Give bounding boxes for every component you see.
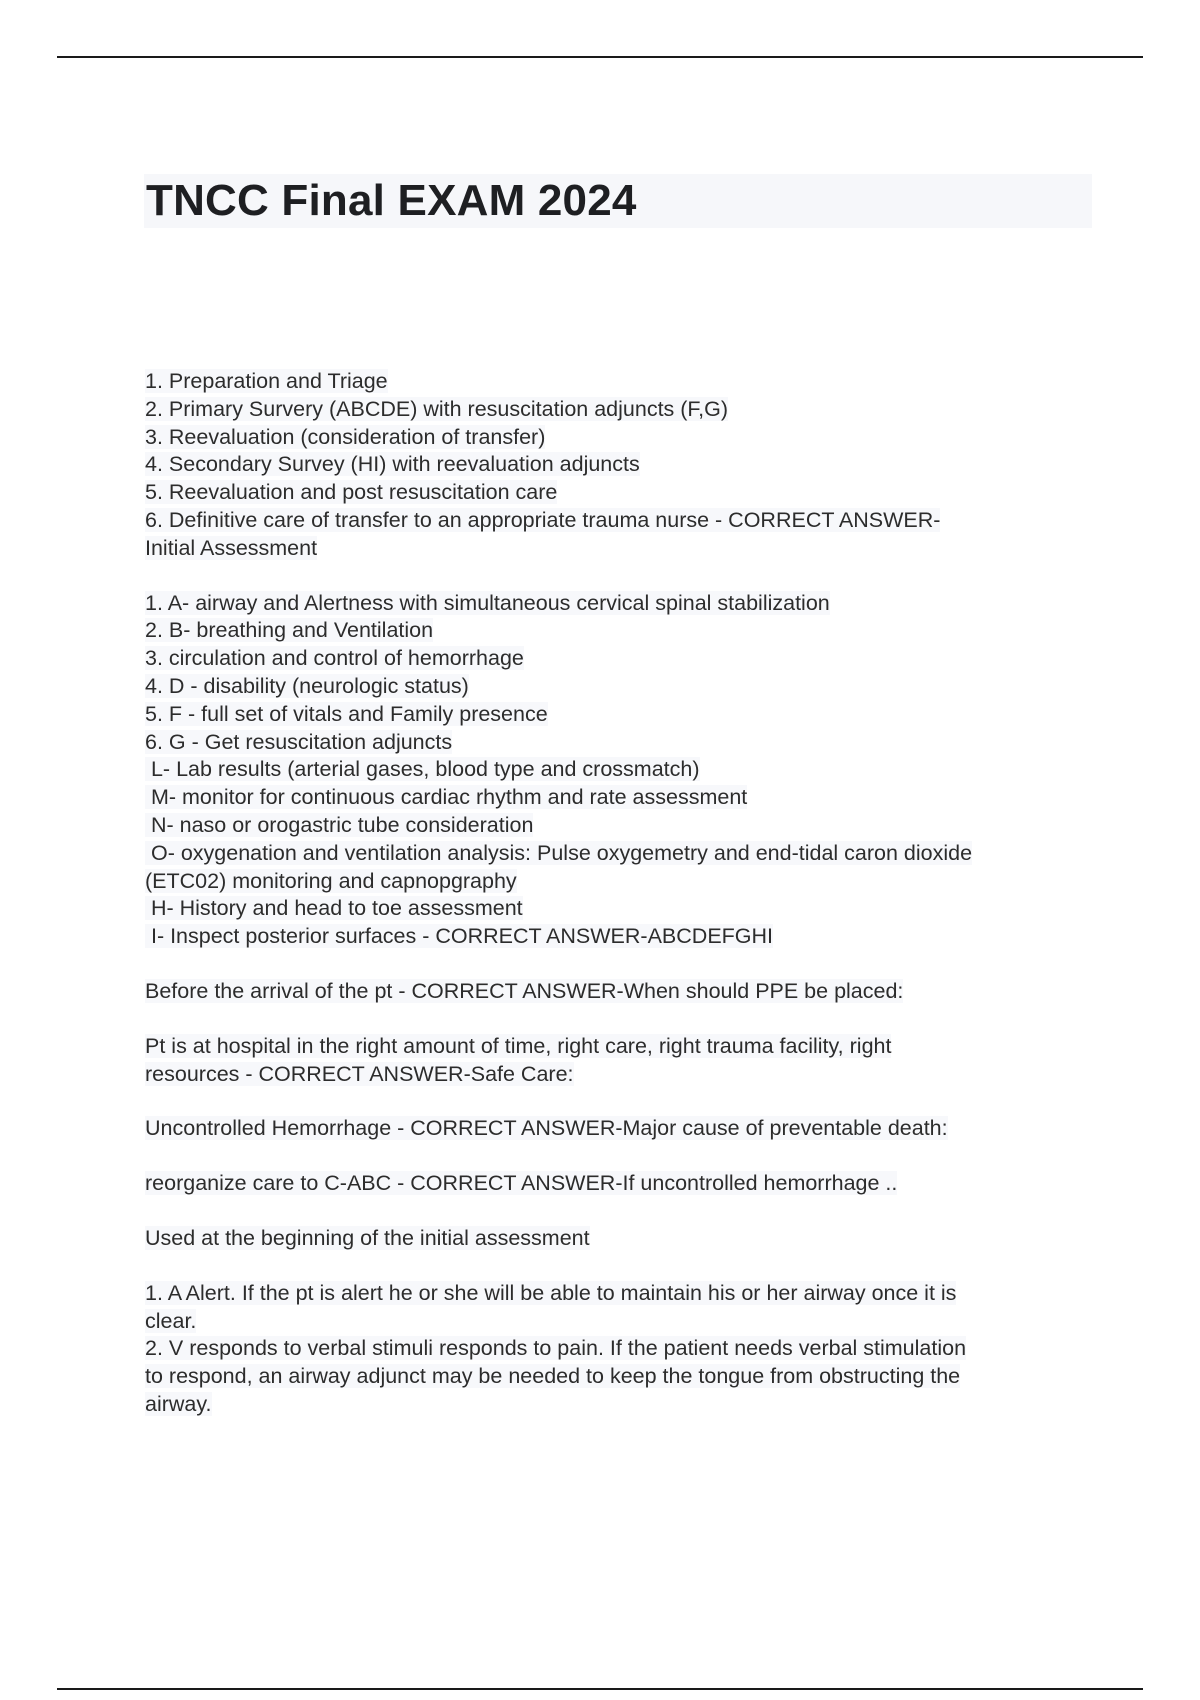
document-title: TNCC Final EXAM 2024 — [146, 176, 637, 225]
text-block-ppe — [145, 978, 1085, 1006]
text-line: 2. B- breathing and Ventilation — [145, 618, 434, 643]
bottom-rule — [57, 1688, 1143, 1690]
text-line: 3. circulation and control of hemorrhage — [145, 646, 524, 671]
text-line: (ETC02) monitoring and capnopgraphy — [145, 868, 517, 893]
text-line: 6. Definitive care of transfer to an appropriate trauma nurse - CORRECT ANSWER- — [145, 507, 941, 532]
top-rule — [57, 56, 1143, 58]
text-block-c-abc — [145, 1170, 1085, 1198]
text-block-initial-assessment — [145, 368, 1085, 563]
text-line: to respond, an airway adjunct may be needed to keep the tongue from obstructing the — [145, 1364, 961, 1389]
text-line: airway. — [145, 1391, 212, 1416]
text-line: H- History and head to toe assessment — [145, 896, 523, 921]
text-line: 1. A Alert. If the pt is alert he or she will be able to maintain his or her airway once it is — [145, 1280, 957, 1305]
text-line: Used at the beginning of the initial assessment — [145, 1225, 590, 1250]
text-block-safe-care — [145, 1033, 1085, 1089]
text-block-initial-use — [145, 1225, 1085, 1253]
text-line: O- oxygenation and ventilation analysis: Pulse oxygemetry and end-tidal caron dioxide — [145, 840, 973, 865]
text-line: 3. Reevaluation (consideration of transfer) — [145, 424, 546, 449]
text-line: Initial Assessment — [145, 535, 318, 560]
text-line: M- monitor for continuous cardiac rhythm and rate assessment — [145, 785, 748, 810]
text-line: I- Inspect posterior surfaces - CORRECT ANSWER-ABCDEFGHI — [145, 924, 774, 949]
text-line: Pt is at hospital in the right amount of time, right care, right trauma facility, right — [145, 1033, 892, 1058]
text-line: 1. Preparation and Triage — [145, 369, 388, 393]
text-line: 2. V responds to verbal stimuli responds to pain. If the patient needs verbal stimulation — [145, 1336, 967, 1361]
text-line: clear. — [145, 1308, 197, 1333]
text-block-abcdefghi — [145, 590, 1085, 951]
text-block-avpu — [145, 1280, 1085, 1419]
text-line: 4. D - disability (neurologic status) — [145, 673, 469, 698]
text-line: 5. F - full set of vitals and Family presence — [145, 701, 548, 726]
document-body — [145, 368, 1085, 1446]
text-line: Uncontrolled Hemorrhage - CORRECT ANSWER-Major cause of preventable death: — [145, 1116, 948, 1141]
text-line: reorganize care to C-ABC - CORRECT ANSWER-If uncontrolled hemorrhage .. — [145, 1171, 898, 1196]
text-line: N- naso or orogastric tube consideration — [145, 812, 534, 837]
text-line: resources - CORRECT ANSWER-Safe Care: — [145, 1061, 574, 1086]
text-line: 1. A- airway and Alertness with simultaneous cervical spinal stabilization — [145, 590, 830, 615]
text-line: Before the arrival of the pt - CORRECT ANSWER-When should PPE be placed: — [145, 978, 904, 1003]
text-block-hemorrhage — [145, 1115, 1085, 1143]
text-line: 6. G - Get resuscitation adjuncts — [145, 729, 453, 754]
text-line: 5. Reevaluation and post resuscitation care — [145, 480, 558, 505]
text-line: 2. Primary Survery (ABCDE) with resuscitation adjuncts (F,G) — [145, 396, 729, 421]
text-line: L- Lab results (arterial gases, blood type and crossmatch) — [145, 757, 700, 782]
text-line: 4. Secondary Survey (HI) with reevaluation adjuncts — [145, 452, 640, 477]
